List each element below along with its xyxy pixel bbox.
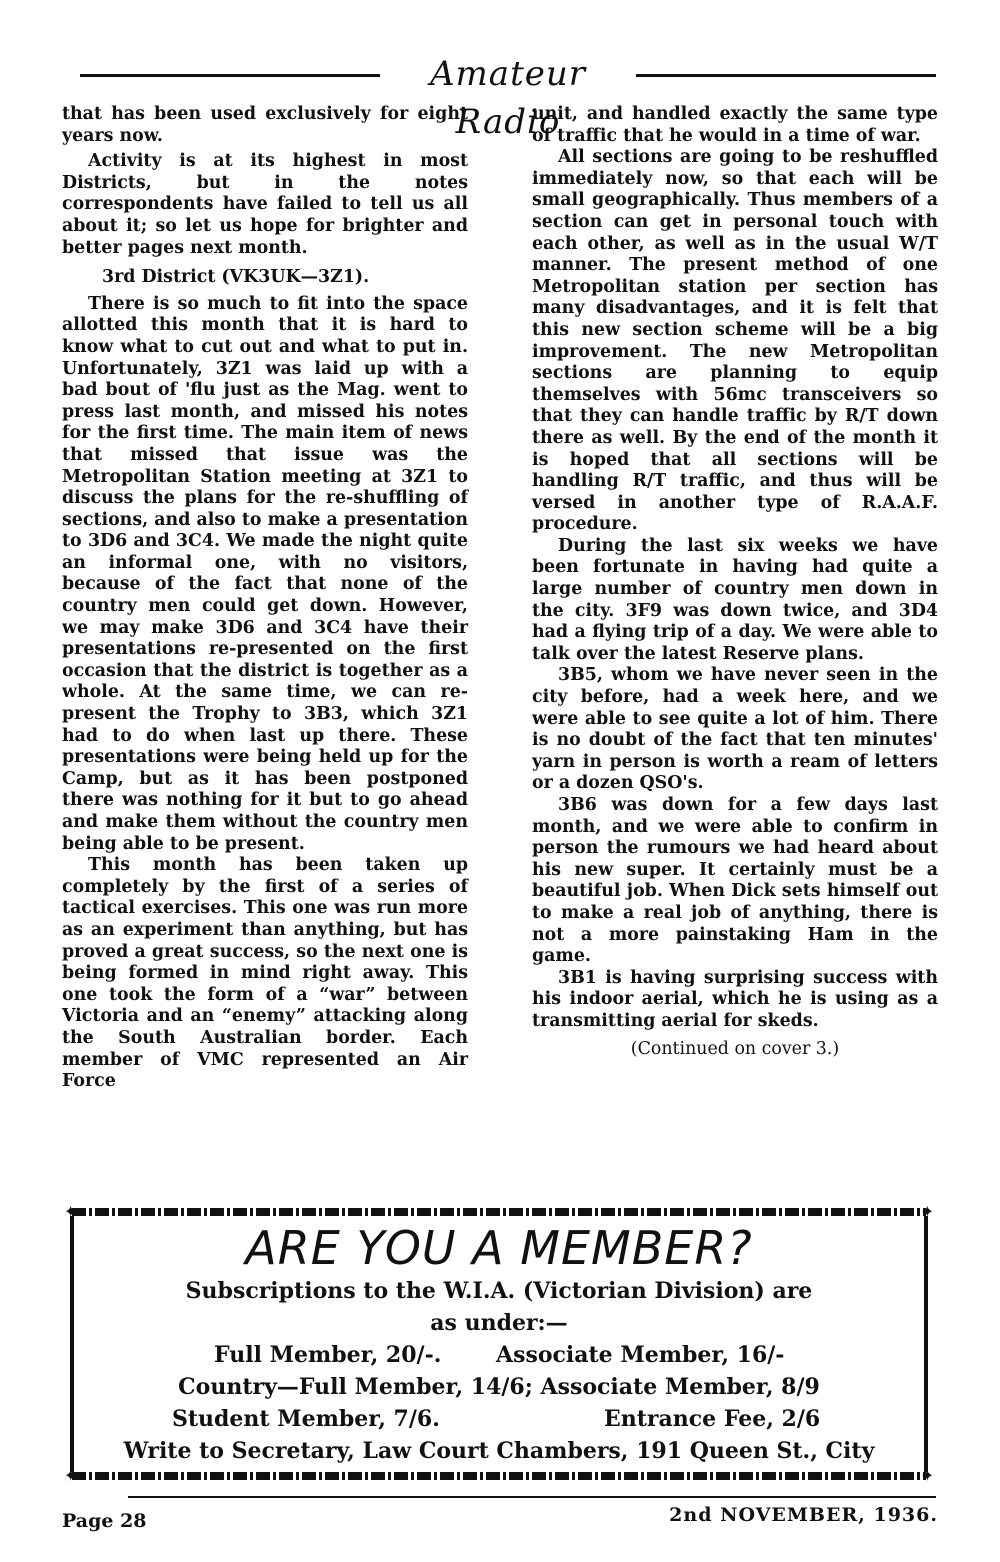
masthead-rule-right	[636, 74, 936, 77]
article-paragraph: All sections are going to be reshuffled immediately now, so that each will be small geographically. Thus members of a section can get in personal touch with each other, as well as in the usual W/T manner. The present method of one Metropolitan station per section has many disadvantages, and it is felt that this new section scheme will be a big improvement. The new Metropolitan sections are planning to equip themselves with 56mc transceivers so that they can handle traffic by R/T down there as well. By the end of the month it is hoped that all sections will be handling R/T traffic, and thus will be versed in another type of R.A.A.F. procedure.	[532, 147, 938, 535]
ad-border-bottom	[72, 1472, 926, 1480]
corner-ornament-icon: ✦	[64, 1202, 78, 1221]
continued-note: (Continued on cover 3.)	[630, 1038, 840, 1059]
article-paragraph: 3B5, whom we have never seen in the city before, had a week here, and we were able to see quite a lot of him. There is no doubt of the fact that ten minutes' yarn in person is worth a ream of letters or a dozen QSO's.	[532, 665, 938, 794]
article-paragraph: This month has been taken up completely by the first of a series of tactical exercises. This one was run more as an experiment than anything, but has proved a great success, so the next one is being formed in mind right away. This one took the form of a “war” between Victoria and an “enemy” attacking along the South Australian border. Each member of VMC represented an Air Force	[62, 855, 468, 1092]
footer-rule	[128, 1496, 936, 1498]
article-paragraph: During the last six weeks we have been fortunate in having had quite a large number of country men down in the city. 3F9 was down twice, and 3D4 had a flying trip of a day. We were able to talk over the latest Reserve plans.	[532, 535, 938, 664]
article-paragraph: Activity is at its highest in most Districts, but in the notes correspondents have failed to tell us all about it; so let us hope for brighter and better pages next month.	[62, 151, 468, 258]
article-right-column	[532, 104, 938, 1060]
article-paragraph: There is so much to fit into the space allotted this month that it is hard to know what to cut out and what to put in. Unfortunately, 3Z1 was laid up with a bad bout of 'flu just as the Mag. went to press last month, and missed his notes for the first time. The main item of news that missed that issue was the Metropolitan Station meeting at 3Z1 to discuss the plans for the re-shuffling of sections, and also to make a presentation to 3D6 and 3C4. We made the night quite an informal one, with no visitors, because of the fact that none of the country men could get down. However, we may make 3D6 and 3C4 have their presentations re-presented on the first occasion that the district is together as a whole. At the same time, we can re-present the Trophy to 3B3, which 3Z1 had to do when last up there. These presentations were being held up for the Camp, but as it has been postponed there was nothing for it but to go ahead and make them without the country men being able to be present.	[62, 293, 468, 854]
ad-intro-line2: as under:—	[430, 1310, 568, 1336]
section-heading: 3rd District (VK3UK—3Z1).	[102, 267, 370, 288]
corner-ornament-icon: ✦	[920, 1466, 934, 1485]
ad-associate-member: Associate Member, 16/-	[496, 1342, 785, 1368]
article-paragraph: unit, and handled exactly the same type of traffic that he would in a time of war.	[532, 104, 938, 146]
membership-advertisement	[64, 1202, 934, 1485]
corner-ornament-icon: ✦	[920, 1202, 934, 1221]
ad-intro-line1: Subscriptions to the W.I.A. (Victorian Division) are	[185, 1278, 813, 1304]
masthead-title: Amateur Radio	[430, 54, 586, 142]
ad-headline: ARE YOU A MEMBER?	[245, 1221, 753, 1275]
ad-country-rates: Country—Full Member, 14/6; Associate Member, 8/9	[178, 1374, 820, 1400]
issue-date: 2nd NOVEMBER, 1936.	[669, 1504, 938, 1526]
ad-entrance-fee: Entrance Fee, 2/6	[604, 1406, 821, 1432]
ad-contact: Write to Secretary, Law Court Chambers, 191 Queen St., City	[123, 1438, 875, 1464]
page-number: Page 28	[62, 1510, 147, 1532]
ad-student-member: Student Member, 7/6.	[172, 1406, 440, 1432]
ad-border-top	[72, 1208, 926, 1216]
masthead-rule-left	[80, 74, 380, 77]
ad-full-member: Full Member, 20/-.	[214, 1342, 442, 1368]
article-paragraph: that has been used exclusively for eight years now.	[62, 104, 468, 146]
article-paragraph: 3B6 was down for a few days last month, and we were able to confirm in person the rumours we had heard about his new super. It certainly must be a beautiful job. When Dick sets himself out to make a real job of anything, there is not a more painstaking Ham in the game.	[532, 795, 938, 967]
corner-ornament-icon: ✦	[64, 1466, 78, 1485]
article-paragraph: 3B1 is having surprising success with his indoor aerial, which he is using as a transmitting aerial for skeds.	[532, 967, 938, 1031]
article-left-column	[62, 104, 468, 1093]
